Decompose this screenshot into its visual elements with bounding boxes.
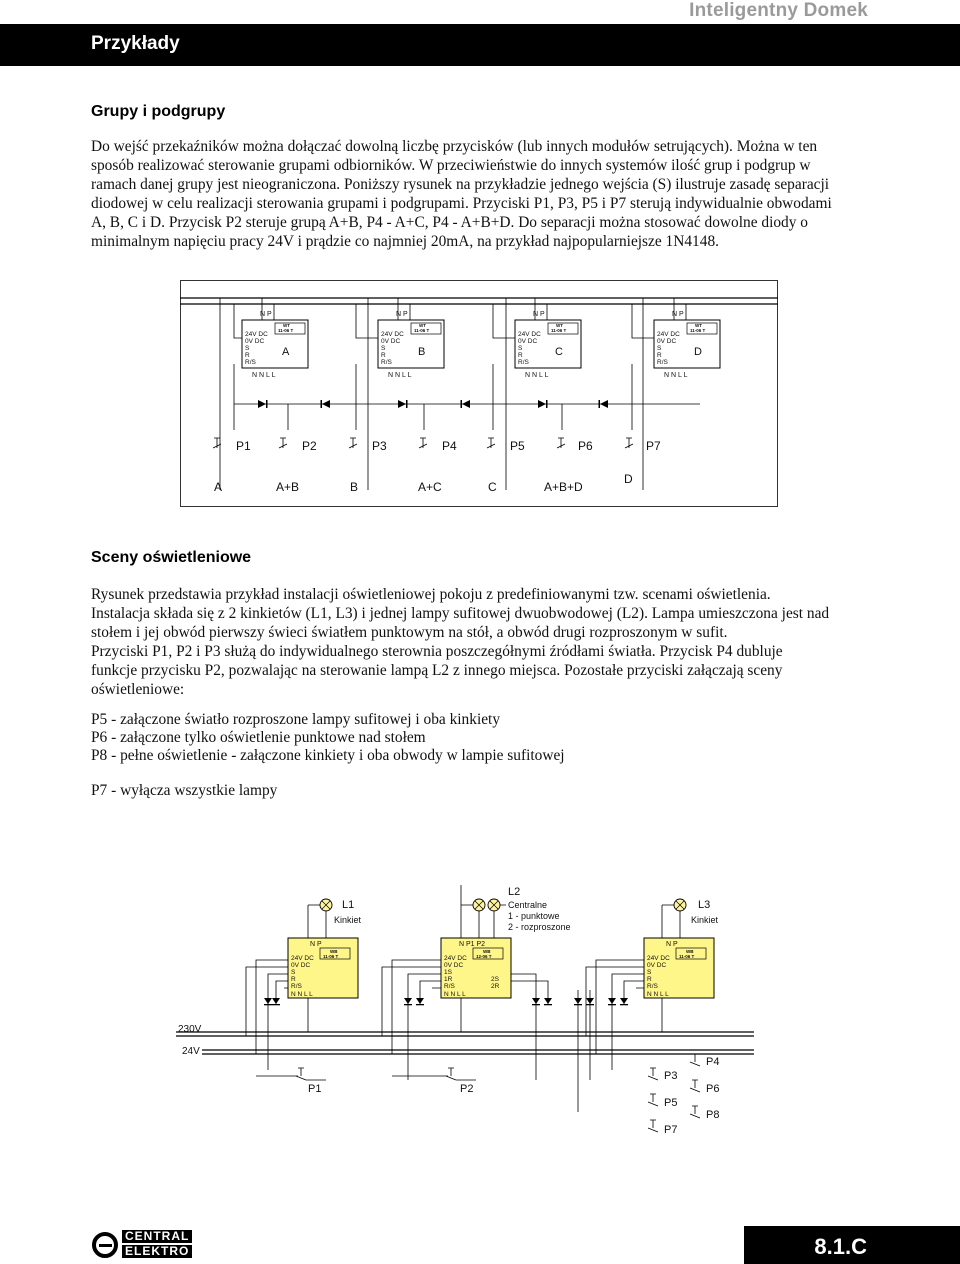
svg-text:N P: N P: [666, 941, 678, 948]
svg-text:24V DC: 24V DC: [647, 955, 670, 962]
text-line: minimalnym napięciu pracy 24V i prądzie co najmniej 20mA, na przykład najpopularniejsze 1N4148.: [91, 233, 719, 250]
svg-text:1R: 1R: [444, 976, 453, 983]
button-label: P4: [442, 439, 457, 453]
svg-text:B: B: [418, 346, 426, 358]
svg-text:11-06 T: 11-06 T: [323, 954, 339, 959]
svg-text:24V DC: 24V DC: [518, 331, 541, 338]
svg-text:R: R: [245, 352, 250, 359]
lamp-l1-desc: Kinkiet: [334, 915, 362, 925]
svg-text:D: D: [694, 346, 702, 358]
group-label: D: [624, 472, 633, 486]
group-label: C: [488, 480, 497, 494]
svg-text:R: R: [647, 976, 652, 983]
scene-item: P7 - wyłącza wszystkie lampy: [91, 782, 278, 799]
relay-module-l1: [288, 938, 358, 998]
svg-text:0V DC: 0V DC: [518, 338, 538, 345]
svg-text:N N L L: N N L L: [444, 991, 466, 998]
svg-text:R/S: R/S: [245, 359, 256, 366]
svg-text:N P: N P: [310, 941, 322, 948]
svg-text:C: C: [555, 346, 563, 358]
button-label: P2: [302, 439, 317, 453]
scene-item: P8 - pełne oświetlenie - załączone kinkiety i oba obwody w lampie sufitowej: [91, 747, 565, 764]
svg-text:0V DC: 0V DC: [381, 338, 401, 345]
svg-text:R: R: [291, 976, 296, 983]
svg-text:N P: N P: [396, 311, 408, 318]
svg-text:24V DC: 24V DC: [245, 331, 268, 338]
section-bar: [0, 24, 960, 66]
lamp-l2-desc2: 1 - punktowe: [508, 911, 560, 921]
button-label: P3: [372, 439, 387, 453]
svg-text:R/S: R/S: [381, 359, 392, 366]
svg-text:24V DC: 24V DC: [291, 955, 314, 962]
text-line: stołem i jej obwód pierwszy świeci światłem punktowym na stół, a obwód drugi rozproszonym w sufit.: [91, 624, 728, 641]
heading-groups: Grupy i podgrupy: [91, 103, 226, 120]
svg-text:WT: WT: [695, 323, 702, 328]
svg-text:0V DC: 0V DC: [444, 962, 464, 969]
group-label: A: [214, 480, 223, 494]
svg-text:0V DC: 0V DC: [245, 338, 265, 345]
svg-text:S: S: [518, 345, 523, 352]
svg-text:N N L L: N N L L: [291, 991, 313, 998]
svg-text:N P: N P: [672, 311, 684, 318]
text-line: funkcje przycisku P2, pozwalając na sterowanie lampą L2 z innego miejsca. Pozostałe przyciski załączają sceny: [91, 662, 783, 679]
svg-text:R/S: R/S: [444, 983, 455, 990]
svg-text:WB: WB: [483, 949, 491, 954]
svg-text:N N L L: N N L L: [388, 372, 412, 379]
svg-text:S: S: [647, 969, 652, 976]
button-label: P1: [236, 439, 251, 453]
svg-text:S: S: [657, 345, 662, 352]
svg-text:S: S: [245, 345, 250, 352]
svg-text:24V DC: 24V DC: [444, 955, 467, 962]
text-line: A, B, C i D. Przycisk P2 steruje grupą A+B, P4 - A+C, P4 - A+B+D. Do separacji można stosować dowolne diody o: [91, 214, 808, 231]
group-diagram: [180, 280, 780, 510]
diode-icon: [264, 998, 628, 1005]
svg-text:WT: WT: [556, 323, 563, 328]
svg-text:12-06 T: 12-06 T: [476, 954, 492, 959]
relay-module-c: [515, 311, 581, 379]
lamp-l3-name: L3: [698, 899, 711, 911]
page-number-text: 8.1.C: [814, 1234, 867, 1259]
group-labels: [214, 472, 633, 494]
lamp-l2-desc3: 2 - rozproszone: [508, 922, 571, 932]
svg-text:11-06 T: 11-06 T: [551, 328, 567, 333]
button-label: P3: [664, 1070, 678, 1082]
text-line: sposób realizować sterowanie grupami odbiorników. W przeciwieństwie do innych systemów ilość grup i podgrup w: [91, 157, 811, 174]
rail-230v-label: 230V: [178, 1024, 202, 1035]
text-line: ramach danej grupy jest nieograniczona. Poniższy rysunek na przykładzie jednego wejścia (S) ilustruje zasadę separacji: [91, 176, 830, 193]
pushbutton-icon: [256, 1054, 700, 1132]
logo-text-top: CENTRAL: [122, 1230, 192, 1243]
text-line: Do wejść przekaźników można dołączać dowolną liczbę przycisków (lub innych modułów setrujących). Można w ten: [91, 138, 818, 155]
text-line: Instalacja składa się z 2 kinkietów (L1, L3) i jednej lampy sufitowej dwuobwodowej (L2). Lampa umieszczona jest nad: [91, 605, 830, 622]
button-label: P5: [510, 439, 525, 453]
svg-text:N N L L: N N L L: [664, 372, 688, 379]
svg-text:R/S: R/S: [291, 983, 302, 990]
relay-module-a: [242, 311, 308, 379]
svg-text:0V DC: 0V DC: [291, 962, 311, 969]
button-label: P5: [664, 1097, 678, 1109]
svg-text:S: S: [381, 345, 386, 352]
svg-text:A: A: [282, 346, 290, 358]
group-label: B: [350, 480, 359, 494]
svg-text:N N L L: N N L L: [525, 372, 549, 379]
relay-module-l2: [441, 938, 511, 998]
button-row: [213, 438, 661, 453]
section-title: Przykłady: [91, 33, 180, 54]
relay-module-l3: [644, 938, 714, 998]
svg-text:N N L L: N N L L: [647, 991, 669, 998]
svg-text:WT: WT: [283, 323, 290, 328]
scene-diagram: [176, 880, 796, 1150]
svg-text:R: R: [381, 352, 386, 359]
svg-text:0V DC: 0V DC: [657, 338, 677, 345]
lamp-l2-name: L2: [508, 886, 521, 898]
svg-text:WT: WT: [419, 323, 426, 328]
lamp-l3-desc: Kinkiet: [691, 915, 719, 925]
lamp-l1-name: L1: [342, 899, 355, 911]
group-label: A+B: [276, 480, 300, 494]
text-line: diodowej w celu realizacji sterowania grupami i podgrupami. Przyciski P1, P3, P5 i P7 sterują indywidualnie obwodami: [91, 195, 832, 212]
svg-text:11-06 T: 11-06 T: [278, 328, 294, 333]
button-label: P7: [664, 1124, 678, 1136]
svg-text:24V DC: 24V DC: [657, 331, 680, 338]
svg-text:R/S: R/S: [657, 359, 668, 366]
svg-text:N P: N P: [260, 311, 272, 318]
rail-24v-label: 24V: [182, 1046, 200, 1057]
group-label: A+B+D: [544, 480, 583, 494]
button-label: P6: [706, 1083, 720, 1095]
svg-text:WB: WB: [686, 949, 694, 954]
button-label: P7: [646, 439, 661, 453]
pushbutton-icon: [213, 438, 633, 448]
svg-text:S: S: [291, 969, 296, 976]
page-number: [744, 1226, 960, 1264]
svg-text:R/S: R/S: [518, 359, 529, 366]
button-label: P8: [706, 1109, 720, 1121]
svg-text:24V DC: 24V DC: [381, 331, 404, 338]
text-line: Rysunek przedstawia przykład instalacji oświetleniowej pokoju z predefiniowanymi tzw. scenami oświetlenia.: [91, 586, 771, 603]
svg-text:WB: WB: [330, 949, 338, 954]
svg-text:N P1 P2: N P1 P2: [459, 941, 486, 948]
brand-title: Inteligentny Domek: [689, 0, 868, 21]
svg-text:R: R: [518, 352, 523, 359]
scene-item: P5 - załączone światło rozproszone lampy sufitowej i oba kinkiety: [91, 711, 501, 728]
svg-text:N N L L: N N L L: [252, 372, 276, 379]
svg-text:1S: 1S: [444, 969, 452, 976]
group-label: A+C: [418, 480, 442, 494]
svg-text:0V DC: 0V DC: [647, 962, 667, 969]
text-line: Przyciski P1, P2 i P3 służą do indywidualnego sterownia poszczegółnymi źródłami światła. Przycisk P4 dubluje: [91, 643, 783, 660]
button-label: P1: [308, 1083, 322, 1095]
scene-item: P6 - załączone tylko oświetlenie punktowe nad stołem: [91, 729, 426, 746]
relay-module-b: [378, 311, 444, 379]
button-label: P6: [578, 439, 593, 453]
svg-text:R: R: [657, 352, 662, 359]
heading-scenes: Sceny oświetleniowe: [91, 549, 252, 566]
button-label: P2: [460, 1083, 474, 1095]
svg-text:2S: 2S: [491, 976, 499, 983]
svg-text:2R: 2R: [491, 983, 500, 990]
svg-text:11-06 T: 11-06 T: [679, 954, 695, 959]
logo-icon: [92, 1232, 118, 1258]
logo-text-bottom: ELEKTRO: [122, 1245, 192, 1258]
svg-text:11-06 T: 11-06 T: [690, 328, 706, 333]
lamp-l2-desc: Centralne: [508, 900, 548, 910]
button-label: P4: [706, 1056, 720, 1068]
svg-text:N P: N P: [533, 311, 545, 318]
svg-text:11-06 T: 11-06 T: [414, 328, 430, 333]
text-line: oświetleniowe:: [91, 681, 185, 698]
svg-text:R/S: R/S: [647, 983, 658, 990]
relay-module-d: [654, 311, 720, 379]
central-elektro-logo: [92, 1228, 192, 1262]
